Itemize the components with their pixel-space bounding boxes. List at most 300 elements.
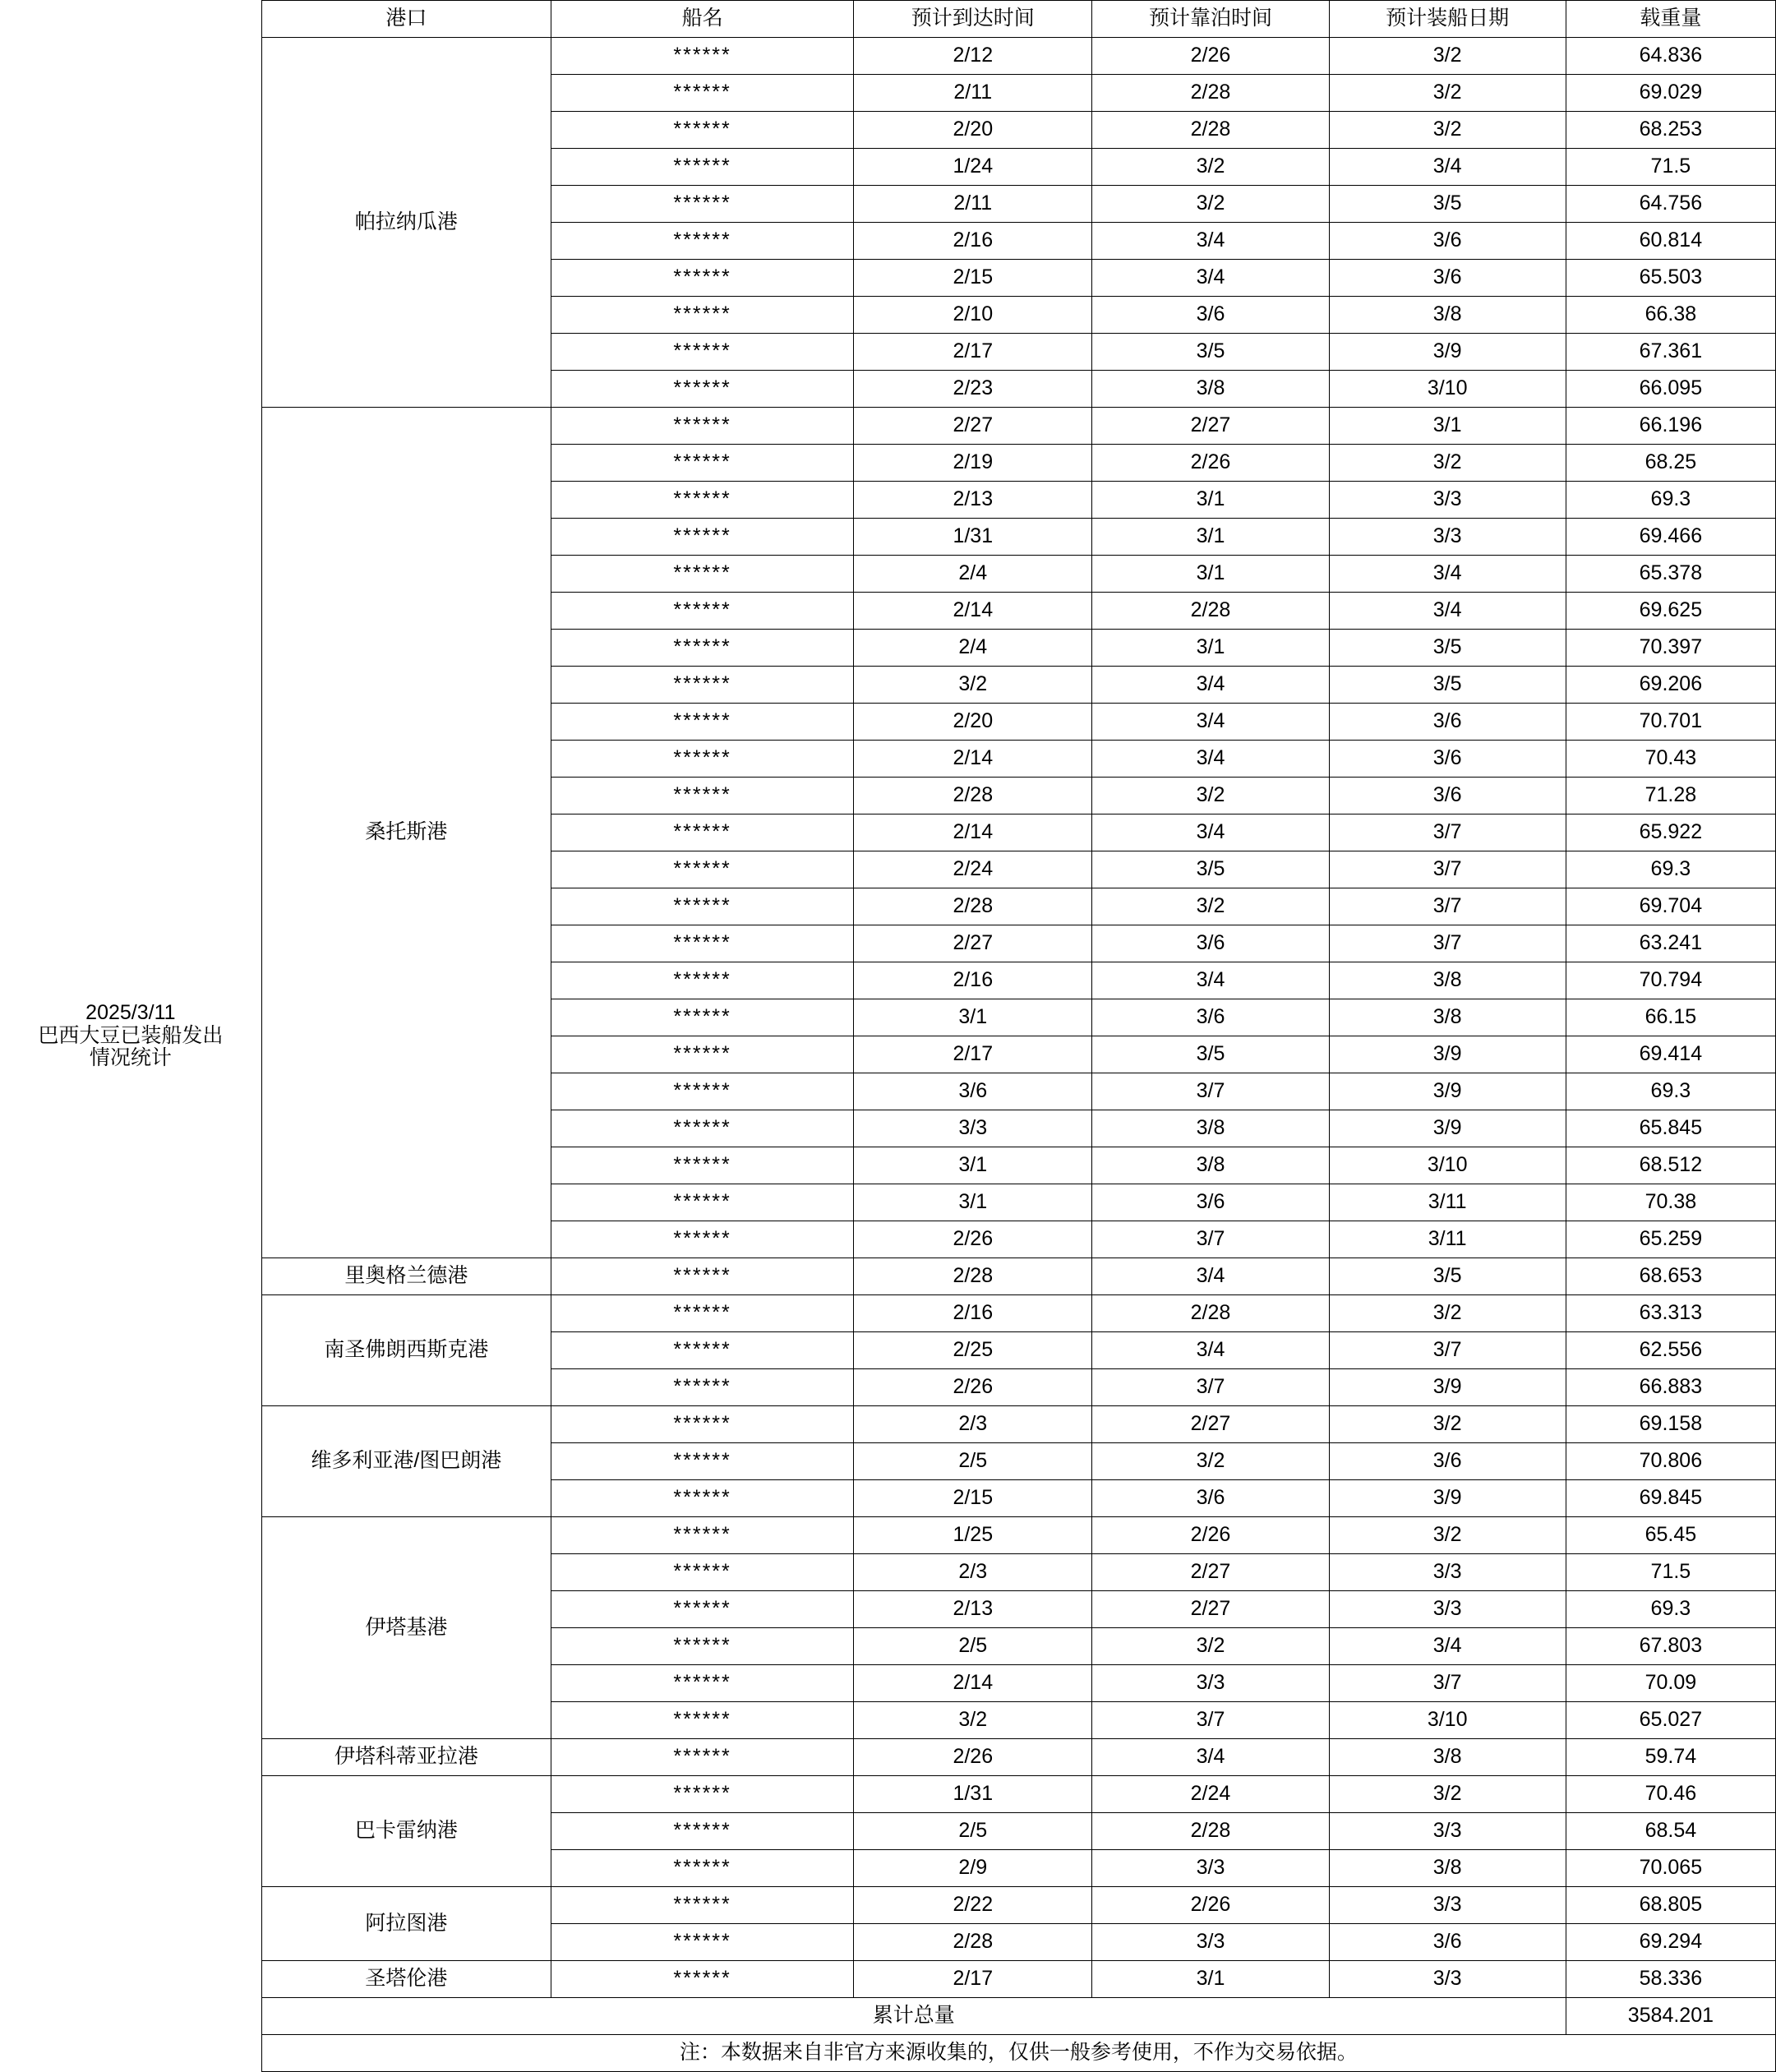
ship-name: ****** [551, 1147, 853, 1184]
berth-time-value: 3/5 [1092, 851, 1329, 888]
table-row [0, 1961, 1776, 1998]
berth-time-value: 2/27 [1092, 1591, 1329, 1628]
ship-name: ****** [551, 962, 853, 999]
load-date-value: 3/4 [1329, 1628, 1566, 1665]
berth-time-value: 3/3 [1092, 1924, 1329, 1961]
eta-value: 2/20 [854, 112, 1092, 149]
weight-value: 62.556 [1566, 1332, 1775, 1369]
load-date-value: 3/2 [1329, 75, 1566, 112]
total-row [0, 1998, 1776, 2035]
port-name: 伊塔基港 [261, 1517, 551, 1739]
berth-time-value: 3/3 [1092, 1850, 1329, 1887]
ship-name: ****** [551, 1554, 853, 1591]
berth-time-value: 3/1 [1092, 556, 1329, 593]
berth-time-value: 3/4 [1092, 223, 1329, 260]
port-name: 圣塔伦港 [261, 1961, 551, 1998]
ship-name: ****** [551, 741, 853, 778]
weight-value: 68.54 [1566, 1813, 1775, 1850]
berth-time-value: 3/7 [1092, 1221, 1329, 1258]
weight-value: 70.09 [1566, 1665, 1775, 1702]
report-title [0, 1, 261, 2072]
load-date-value: 3/6 [1329, 704, 1566, 741]
column-header-load-date: 预计装船日期 [1329, 1, 1566, 38]
load-date-value: 3/3 [1329, 1591, 1566, 1628]
berth-time-value: 3/7 [1092, 1702, 1329, 1739]
berth-time-value: 3/3 [1092, 1665, 1329, 1702]
total-value: 3584.201 [1566, 1998, 1775, 2035]
weight-value: 65.503 [1566, 260, 1775, 297]
eta-value: 2/14 [854, 741, 1092, 778]
table-row [0, 1887, 1776, 1924]
eta-value: 2/4 [854, 556, 1092, 593]
berth-time-value: 3/6 [1092, 925, 1329, 962]
load-date-value: 3/6 [1329, 741, 1566, 778]
load-date-value: 3/8 [1329, 1739, 1566, 1776]
eta-value: 2/14 [854, 593, 1092, 630]
eta-value: 2/16 [854, 223, 1092, 260]
berth-time-value: 3/7 [1092, 1369, 1329, 1406]
note-row [0, 2035, 1776, 2072]
eta-value: 2/28 [854, 778, 1092, 814]
eta-value: 2/13 [854, 482, 1092, 519]
load-date-value: 3/7 [1329, 851, 1566, 888]
port-name: 里奥格兰德港 [261, 1258, 551, 1295]
load-date-value: 3/5 [1329, 186, 1566, 223]
weight-value: 67.361 [1566, 334, 1775, 371]
eta-value: 2/16 [854, 1295, 1092, 1332]
weight-value: 70.397 [1566, 630, 1775, 667]
eta-value: 2/5 [854, 1628, 1092, 1665]
ship-name: ****** [551, 1443, 853, 1480]
eta-value: 2/13 [854, 1591, 1092, 1628]
column-header-eta: 预计到达时间 [854, 1, 1092, 38]
load-date-value: 3/11 [1329, 1221, 1566, 1258]
berth-time-value: 3/4 [1092, 704, 1329, 741]
load-date-value: 3/9 [1329, 1073, 1566, 1110]
weight-value: 67.803 [1566, 1628, 1775, 1665]
eta-value: 2/14 [854, 814, 1092, 851]
ship-name: ****** [551, 1628, 853, 1665]
berth-time-value: 3/8 [1092, 371, 1329, 408]
berth-time-value: 3/6 [1092, 1480, 1329, 1517]
eta-value: 2/26 [854, 1739, 1092, 1776]
ship-name: ****** [551, 408, 853, 445]
ship-name: ****** [551, 999, 853, 1036]
berth-time-value: 3/6 [1092, 1184, 1329, 1221]
weight-value: 58.336 [1566, 1961, 1775, 1998]
eta-value: 2/3 [854, 1554, 1092, 1591]
berth-time-value: 3/1 [1092, 1961, 1329, 1998]
eta-value: 2/5 [854, 1813, 1092, 1850]
ship-name: ****** [551, 851, 853, 888]
load-date-value: 3/9 [1329, 1369, 1566, 1406]
ship-name: ****** [551, 814, 853, 851]
eta-value: 2/11 [854, 186, 1092, 223]
port-name: 桑托斯港 [261, 408, 551, 1258]
berth-time-value: 2/28 [1092, 1813, 1329, 1850]
load-date-value: 3/8 [1329, 999, 1566, 1036]
load-date-value: 3/8 [1329, 962, 1566, 999]
ship-name: ****** [551, 1184, 853, 1221]
table-row [0, 1776, 1776, 1813]
weight-value: 66.15 [1566, 999, 1775, 1036]
ship-name: ****** [551, 1517, 853, 1554]
berth-time-value: 2/28 [1092, 75, 1329, 112]
ship-name: ****** [551, 1036, 853, 1073]
weight-value: 71.28 [1566, 778, 1775, 814]
weight-value: 66.095 [1566, 371, 1775, 408]
ship-name: ****** [551, 1591, 853, 1628]
eta-value: 2/17 [854, 1036, 1092, 1073]
berth-time-value: 2/26 [1092, 1517, 1329, 1554]
load-date-value: 3/3 [1329, 1887, 1566, 1924]
weight-value: 68.512 [1566, 1147, 1775, 1184]
weight-value: 70.701 [1566, 704, 1775, 741]
load-date-value: 3/3 [1329, 1554, 1566, 1591]
eta-value: 2/22 [854, 1887, 1092, 1924]
load-date-value: 3/6 [1329, 1924, 1566, 1961]
eta-value: 2/24 [854, 851, 1092, 888]
berth-time-value: 3/4 [1092, 667, 1329, 704]
report-title-line2: 情况统计 [89, 1046, 172, 1070]
table-row [0, 408, 1776, 445]
load-date-value: 3/2 [1329, 1406, 1566, 1443]
port-name: 巴卡雷纳港 [261, 1776, 551, 1887]
report-date: 2025/3/11 [85, 1001, 176, 1025]
weight-value: 71.5 [1566, 1554, 1775, 1591]
eta-value: 2/23 [854, 371, 1092, 408]
column-header-port: 港口 [261, 1, 551, 38]
eta-value: 2/15 [854, 1480, 1092, 1517]
load-date-value: 3/6 [1329, 223, 1566, 260]
berth-time-value: 3/5 [1092, 334, 1329, 371]
ship-name: ****** [551, 38, 853, 75]
ship-name: ****** [551, 556, 853, 593]
eta-value: 2/27 [854, 408, 1092, 445]
table-row [0, 1295, 1776, 1332]
ship-name: ****** [551, 149, 853, 186]
berth-time-value: 3/4 [1092, 1258, 1329, 1295]
ship-name: ****** [551, 1221, 853, 1258]
eta-value: 2/17 [854, 334, 1092, 371]
table-row [0, 1406, 1776, 1443]
ship-name: ****** [551, 75, 853, 112]
berth-time-value: 2/27 [1092, 1406, 1329, 1443]
port-name: 南圣佛朗西斯克港 [261, 1295, 551, 1406]
load-date-value: 3/7 [1329, 888, 1566, 925]
load-date-value: 3/7 [1329, 1665, 1566, 1702]
load-date-value: 3/2 [1329, 112, 1566, 149]
eta-value: 3/1 [854, 999, 1092, 1036]
load-date-value: 3/5 [1329, 667, 1566, 704]
load-date-value: 3/7 [1329, 814, 1566, 851]
ship-name: ****** [551, 1739, 853, 1776]
weight-value: 70.794 [1566, 962, 1775, 999]
ship-name: ****** [551, 260, 853, 297]
berth-time-value: 3/2 [1092, 186, 1329, 223]
ship-name: ****** [551, 925, 853, 962]
weight-value: 65.45 [1566, 1517, 1775, 1554]
berth-time-value: 3/1 [1092, 630, 1329, 667]
eta-value: 2/26 [854, 1221, 1092, 1258]
ship-name: ****** [551, 888, 853, 925]
berth-time-value: 3/4 [1092, 814, 1329, 851]
load-date-value: 3/2 [1329, 1295, 1566, 1332]
berth-time-value: 3/4 [1092, 741, 1329, 778]
berth-time-value: 3/4 [1092, 1739, 1329, 1776]
weight-value: 68.253 [1566, 112, 1775, 149]
weight-value: 63.313 [1566, 1295, 1775, 1332]
load-date-value: 3/6 [1329, 1443, 1566, 1480]
load-date-value: 3/10 [1329, 1702, 1566, 1739]
load-date-value: 3/8 [1329, 1850, 1566, 1887]
table-row [0, 1739, 1776, 1776]
weight-value: 69.158 [1566, 1406, 1775, 1443]
weight-value: 69.294 [1566, 1924, 1775, 1961]
weight-value: 66.196 [1566, 408, 1775, 445]
ship-name: ****** [551, 1924, 853, 1961]
weight-value: 70.065 [1566, 1850, 1775, 1887]
ship-name: ****** [551, 1887, 853, 1924]
weight-value: 69.3 [1566, 1073, 1775, 1110]
load-date-value: 3/11 [1329, 1184, 1566, 1221]
berth-time-value: 2/24 [1092, 1776, 1329, 1813]
weight-value: 70.38 [1566, 1184, 1775, 1221]
weight-value: 69.414 [1566, 1036, 1775, 1073]
ship-name: ****** [551, 667, 853, 704]
berth-time-value: 3/2 [1092, 778, 1329, 814]
berth-time-value: 3/2 [1092, 1443, 1329, 1480]
berth-time-value: 2/27 [1092, 1554, 1329, 1591]
ship-name: ****** [551, 704, 853, 741]
load-date-value: 3/2 [1329, 445, 1566, 482]
weight-value: 69.3 [1566, 851, 1775, 888]
ship-name: ****** [551, 1110, 853, 1147]
berth-time-value: 3/8 [1092, 1147, 1329, 1184]
load-date-value: 3/3 [1329, 1813, 1566, 1850]
eta-value: 2/11 [854, 75, 1092, 112]
weight-value: 70.806 [1566, 1443, 1775, 1480]
ship-name: ****** [551, 630, 853, 667]
load-date-value: 3/3 [1329, 482, 1566, 519]
port-name: 伊塔科蒂亚拉港 [261, 1739, 551, 1776]
eta-value: 2/4 [854, 630, 1092, 667]
load-date-value: 3/10 [1329, 1147, 1566, 1184]
load-date-value: 3/5 [1329, 630, 1566, 667]
eta-value: 2/5 [854, 1443, 1092, 1480]
berth-time-value: 3/8 [1092, 1110, 1329, 1147]
eta-value: 1/24 [854, 149, 1092, 186]
eta-value: 2/14 [854, 1665, 1092, 1702]
weight-value: 64.836 [1566, 38, 1775, 75]
weight-value: 65.845 [1566, 1110, 1775, 1147]
berth-time-value: 3/2 [1092, 1628, 1329, 1665]
eta-value: 2/10 [854, 297, 1092, 334]
weight-value: 59.74 [1566, 1739, 1775, 1776]
berth-time-value: 3/6 [1092, 297, 1329, 334]
eta-value: 2/25 [854, 1332, 1092, 1369]
load-date-value: 3/3 [1329, 1961, 1566, 1998]
weight-value: 70.43 [1566, 741, 1775, 778]
weight-value: 68.805 [1566, 1887, 1775, 1924]
eta-value: 1/31 [854, 519, 1092, 556]
ship-name: ****** [551, 112, 853, 149]
eta-value: 2/28 [854, 888, 1092, 925]
load-date-value: 3/9 [1329, 1036, 1566, 1073]
weight-value: 60.814 [1566, 223, 1775, 260]
ship-name: ****** [551, 334, 853, 371]
ship-name: ****** [551, 297, 853, 334]
ship-name: ****** [551, 1665, 853, 1702]
weight-value: 70.46 [1566, 1776, 1775, 1813]
load-date-value: 3/3 [1329, 519, 1566, 556]
ship-name: ****** [551, 371, 853, 408]
weight-value: 69.3 [1566, 1591, 1775, 1628]
weight-value: 69.029 [1566, 75, 1775, 112]
ship-name: ****** [551, 1850, 853, 1887]
berth-time-value: 2/27 [1092, 408, 1329, 445]
berth-time-value: 3/1 [1092, 482, 1329, 519]
weight-value: 69.206 [1566, 667, 1775, 704]
berth-time-value: 2/26 [1092, 445, 1329, 482]
weight-value: 64.756 [1566, 186, 1775, 223]
weight-value: 65.027 [1566, 1702, 1775, 1739]
load-date-value: 3/2 [1329, 38, 1566, 75]
berth-time-value: 2/28 [1092, 1295, 1329, 1332]
weight-value: 65.259 [1566, 1221, 1775, 1258]
ship-name: ****** [551, 186, 853, 223]
load-date-value: 3/9 [1329, 1480, 1566, 1517]
load-date-value: 3/10 [1329, 371, 1566, 408]
ship-name: ****** [551, 1813, 853, 1850]
port-name: 阿拉图港 [261, 1887, 551, 1961]
load-date-value: 3/2 [1329, 1776, 1566, 1813]
load-date-value: 3/4 [1329, 149, 1566, 186]
berth-time-value: 2/28 [1092, 112, 1329, 149]
ship-name: ****** [551, 1332, 853, 1369]
berth-time-value: 3/6 [1092, 999, 1329, 1036]
ship-name: ****** [551, 778, 853, 814]
berth-time-value: 3/5 [1092, 1036, 1329, 1073]
berth-time-value: 3/1 [1092, 519, 1329, 556]
weight-value: 63.241 [1566, 925, 1775, 962]
eta-value: 3/6 [854, 1073, 1092, 1110]
load-date-value: 3/9 [1329, 1110, 1566, 1147]
load-date-value: 3/6 [1329, 260, 1566, 297]
ship-name: ****** [551, 1073, 853, 1110]
ship-name: ****** [551, 1258, 853, 1295]
berth-time-value: 3/2 [1092, 149, 1329, 186]
weight-value: 69.625 [1566, 593, 1775, 630]
load-date-value: 3/5 [1329, 1258, 1566, 1295]
ship-name: ****** [551, 482, 853, 519]
eta-value: 3/3 [854, 1110, 1092, 1147]
ship-name: ****** [551, 1369, 853, 1406]
weight-value: 69.845 [1566, 1480, 1775, 1517]
load-date-value: 3/6 [1329, 778, 1566, 814]
eta-value: 2/26 [854, 1369, 1092, 1406]
eta-value: 2/12 [854, 38, 1092, 75]
port-name: 帕拉纳瓜港 [261, 38, 551, 408]
berth-time-value: 3/2 [1092, 888, 1329, 925]
ship-name: ****** [551, 445, 853, 482]
eta-value: 3/1 [854, 1184, 1092, 1221]
ship-name: ****** [551, 1406, 853, 1443]
ship-name: ****** [551, 1776, 853, 1813]
berth-time-value: 2/26 [1092, 1887, 1329, 1924]
load-date-value: 3/2 [1329, 1517, 1566, 1554]
ship-name: ****** [551, 1295, 853, 1332]
berth-time-value: 3/7 [1092, 1073, 1329, 1110]
weight-value: 69.704 [1566, 888, 1775, 925]
berth-time-value: 3/4 [1092, 962, 1329, 999]
weight-value: 65.378 [1566, 556, 1775, 593]
table-row [0, 1517, 1776, 1554]
berth-time-value: 2/26 [1092, 38, 1329, 75]
berth-time-value: 3/4 [1092, 260, 1329, 297]
load-date-value: 3/8 [1329, 297, 1566, 334]
report-title-line1: 巴西大豆已装船发出 [38, 1023, 224, 1047]
ship-name: ****** [551, 223, 853, 260]
eta-value: 2/19 [854, 445, 1092, 482]
berth-time-value: 2/28 [1092, 593, 1329, 630]
table-row [0, 38, 1776, 75]
ship-name: ****** [551, 519, 853, 556]
berth-time-value: 3/4 [1092, 1332, 1329, 1369]
footnote: 注：本数据来自非官方来源收集的，仅供一般参考使用，不作为交易依据。 [261, 2035, 1775, 2072]
column-header-ship: 船名 [551, 1, 853, 38]
eta-value: 2/20 [854, 704, 1092, 741]
eta-value: 2/17 [854, 1961, 1092, 1998]
ship-name: ****** [551, 1961, 853, 1998]
weight-value: 69.3 [1566, 482, 1775, 519]
eta-value: 2/28 [854, 1924, 1092, 1961]
weight-value: 69.466 [1566, 519, 1775, 556]
total-label: 累计总量 [261, 1998, 1566, 2035]
port-name: 维多利亚港/图巴朗港 [261, 1406, 551, 1517]
eta-value: 1/31 [854, 1776, 1092, 1813]
weight-value: 68.653 [1566, 1258, 1775, 1295]
weight-value: 65.922 [1566, 814, 1775, 851]
weight-value: 66.883 [1566, 1369, 1775, 1406]
column-header-berth: 预计靠泊时间 [1092, 1, 1329, 38]
load-date-value: 3/1 [1329, 408, 1566, 445]
load-date-value: 3/4 [1329, 556, 1566, 593]
eta-value: 2/3 [854, 1406, 1092, 1443]
load-date-value: 3/9 [1329, 334, 1566, 371]
load-date-value: 3/7 [1329, 1332, 1566, 1369]
weight-value: 66.38 [1566, 297, 1775, 334]
load-date-value: 3/7 [1329, 925, 1566, 962]
eta-value: 2/15 [854, 260, 1092, 297]
load-date-value: 3/4 [1329, 593, 1566, 630]
eta-value: 2/27 [854, 925, 1092, 962]
eta-value: 3/2 [854, 667, 1092, 704]
ship-name: ****** [551, 593, 853, 630]
ship-name: ****** [551, 1702, 853, 1739]
eta-value: 3/1 [854, 1147, 1092, 1184]
eta-value: 3/2 [854, 1702, 1092, 1739]
eta-value: 2/28 [854, 1258, 1092, 1295]
table-row [0, 1258, 1776, 1295]
eta-value: 2/16 [854, 962, 1092, 999]
eta-value: 2/9 [854, 1850, 1092, 1887]
weight-value: 68.25 [1566, 445, 1775, 482]
eta-value: 1/25 [854, 1517, 1092, 1554]
column-header-weight: 载重量 [1566, 1, 1775, 38]
ship-name: ****** [551, 1480, 853, 1517]
weight-value: 71.5 [1566, 149, 1775, 186]
